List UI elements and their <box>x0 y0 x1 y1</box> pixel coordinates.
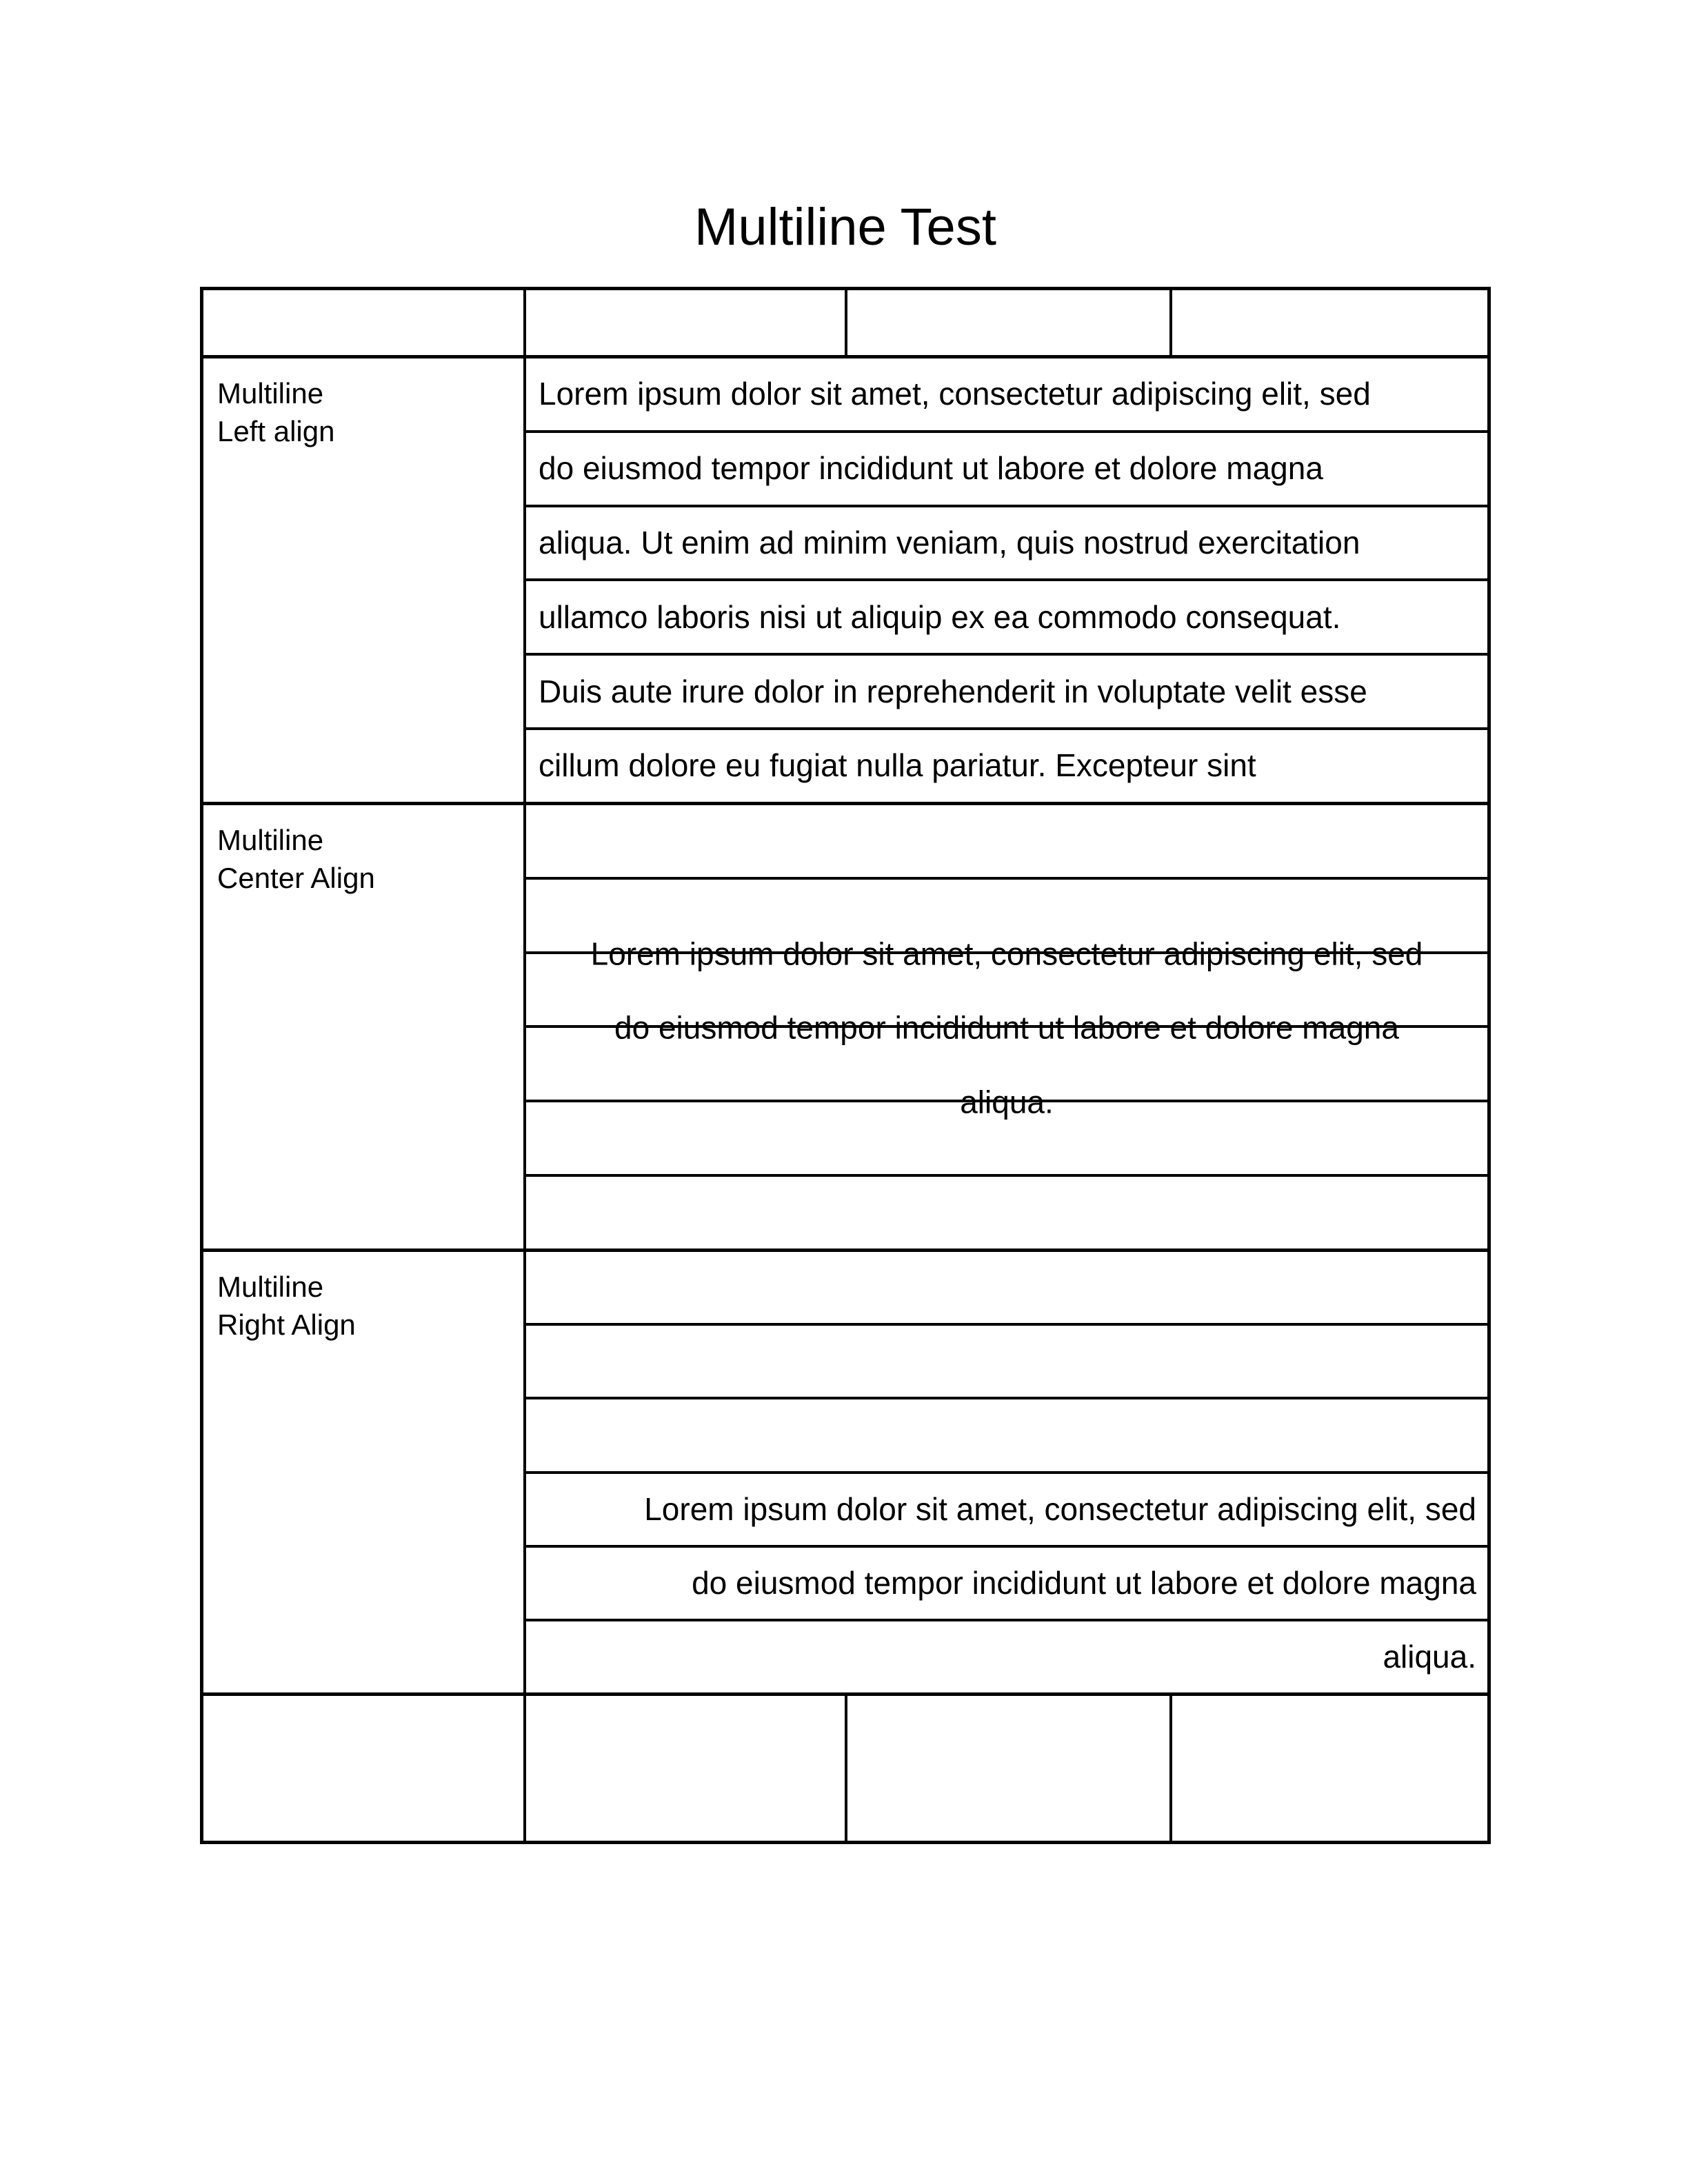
footer-cell <box>847 1696 1172 1841</box>
multiline-test-table <box>200 287 1491 1844</box>
text-line: ullamco laboris nisi ut aliquip ex ea commodo consequat. <box>539 598 1341 635</box>
table-header-row <box>203 290 1487 358</box>
text-line: do eiusmod tempor incididunt ut labore et dolore magna <box>539 450 1323 487</box>
section-center-align <box>203 805 1487 1252</box>
text-line: Lorem ipsum dolor sit amet, consectetur adipiscing elit, sed <box>539 376 1371 412</box>
text-line: cillum dolore eu fugiat nulla pariatur. Excepteur sint <box>539 747 1256 784</box>
footer-cell <box>526 1696 847 1841</box>
text-line-row <box>526 730 1487 802</box>
row-label-line: Multiline <box>217 1271 324 1303</box>
text-line-row <box>526 1548 1487 1621</box>
text-line: aliqua. <box>1383 1638 1476 1675</box>
center-align-content <box>526 805 1487 1248</box>
text-line-row <box>526 581 1487 656</box>
header-cell <box>1172 290 1487 355</box>
text-line: do eiusmod tempor incididunt ut labore et dolore magna <box>692 1564 1476 1601</box>
table-footer-row <box>203 1696 1487 1841</box>
text-line-row <box>526 433 1487 507</box>
section-left-align <box>203 358 1487 805</box>
header-cell <box>203 290 526 355</box>
text-line-row <box>526 656 1487 730</box>
text-line-row <box>526 1399 1487 1473</box>
text-line-row <box>526 507 1487 582</box>
row-label-left-align <box>203 358 526 802</box>
text-line-row <box>526 1621 1487 1692</box>
left-align-content <box>526 358 1487 802</box>
text-line-row <box>526 1084 1487 1177</box>
text-line: aliqua. Ut enim ad minim veniam, quis nostrud exercitation <box>539 524 1360 560</box>
header-cell <box>847 290 1172 355</box>
footer-cell <box>1172 1696 1487 1841</box>
text-line-row <box>526 358 1487 433</box>
text-line: Lorem ipsum dolor sit amet, consectetur adipiscing elit, sed <box>590 936 1423 972</box>
row-label-center-align <box>203 805 526 1248</box>
section-right-align <box>203 1252 1487 1696</box>
row-label-line: Center Align <box>217 861 375 894</box>
footer-cell <box>203 1696 526 1841</box>
text-line-row <box>526 1252 1487 1326</box>
text-line-row <box>526 1474 1487 1548</box>
text-line-row <box>526 1326 1487 1399</box>
row-label-line: Left align <box>217 414 335 447</box>
row-label-line: Multiline <box>217 824 324 856</box>
row-label-right-align <box>203 1252 526 1692</box>
text-line-row <box>526 1177 1487 1248</box>
text-line: do eiusmod tempor incididunt ut labore et dolore magna <box>614 1009 1399 1046</box>
text-line: Duis aute irure dolor in reprehenderit in voluptate velit esse <box>539 673 1367 709</box>
right-align-content <box>526 1252 1487 1692</box>
text-line: Lorem ipsum dolor sit amet, consectetur adipiscing elit, sed <box>644 1490 1476 1527</box>
row-label-line: Multiline <box>217 377 324 410</box>
text-line-row <box>526 805 1487 880</box>
row-label-line: Right Align <box>217 1308 356 1341</box>
page-title: Multiline Test <box>694 198 996 256</box>
header-cell <box>526 290 847 355</box>
text-line: aliqua. <box>960 1084 1054 1120</box>
